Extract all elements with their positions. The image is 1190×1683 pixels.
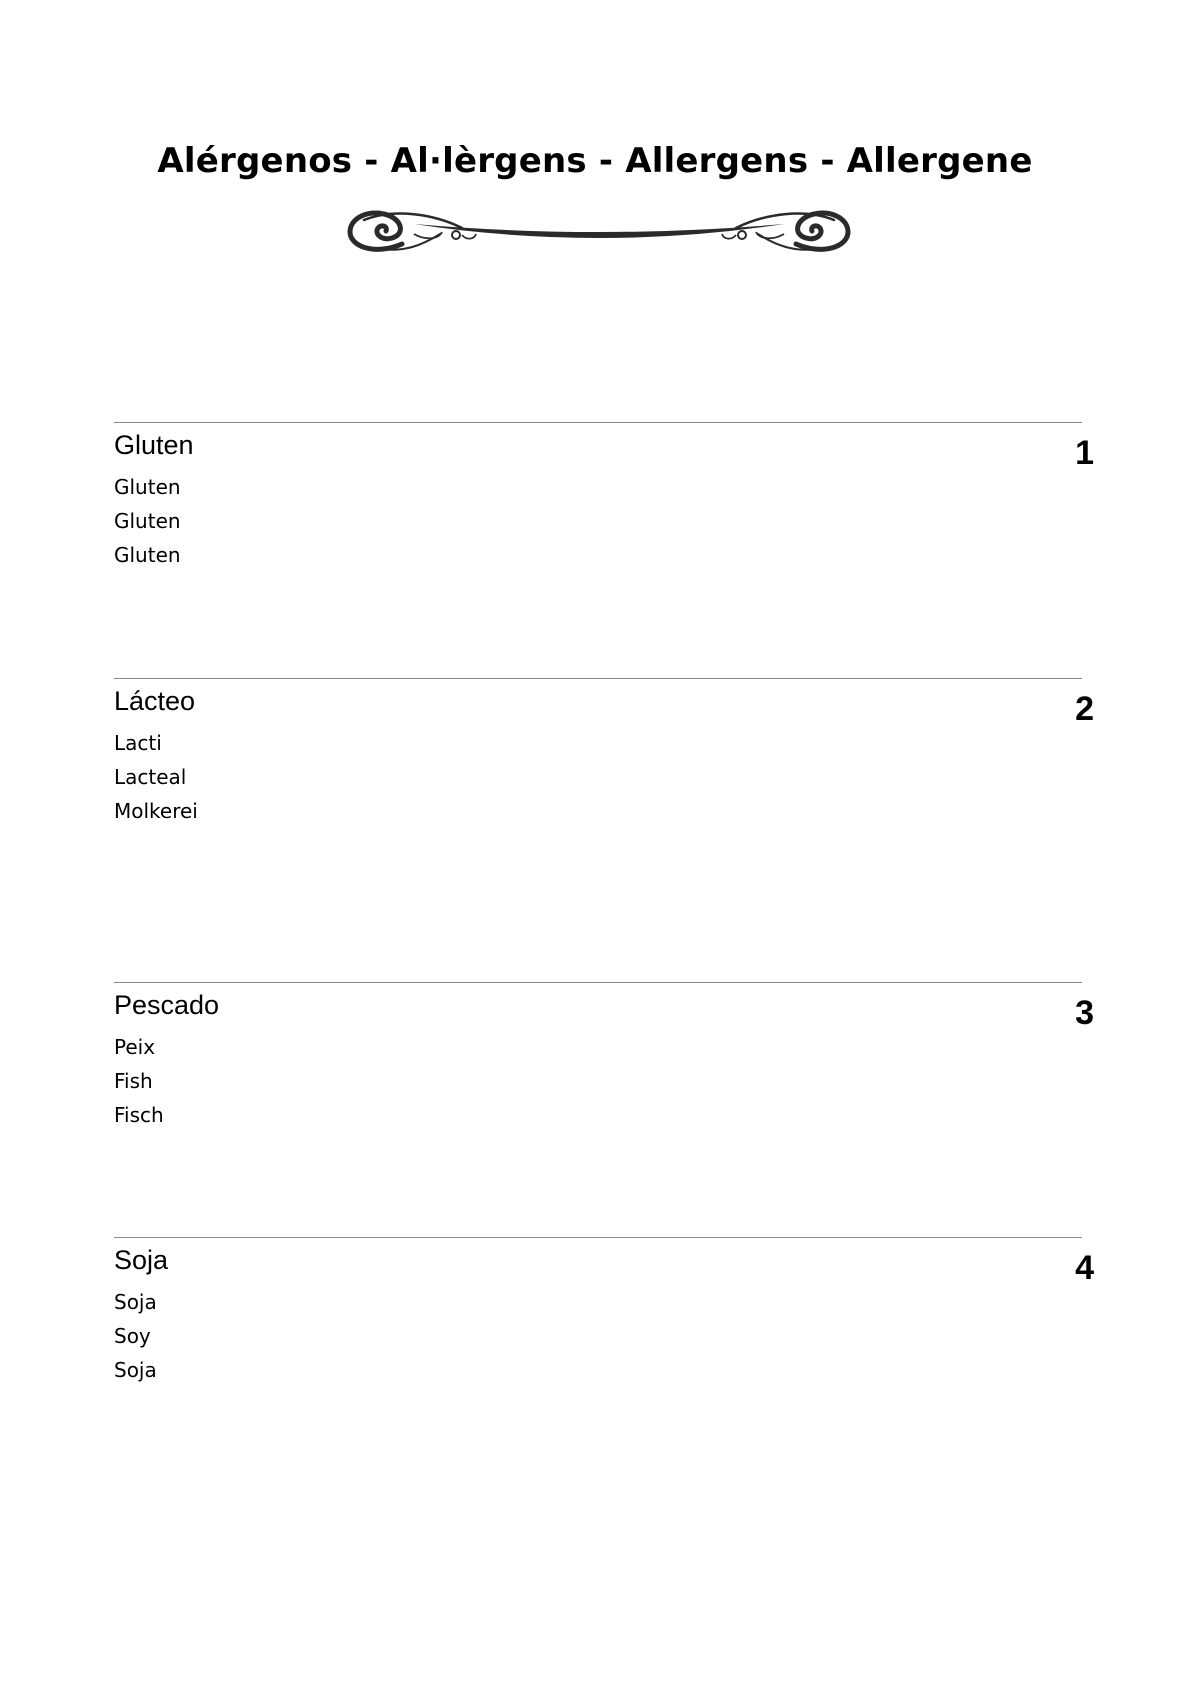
page-title: Alérgenos - Al·lèrgens - Allergens - Allergene xyxy=(157,141,1033,181)
allergen-name: Lácteo xyxy=(114,686,196,716)
translation-item: Fisch xyxy=(114,1103,164,1127)
allergen-name: Pescado xyxy=(114,990,220,1020)
scroll-divider-icon xyxy=(344,204,854,266)
allergen-section-soja xyxy=(114,1237,1094,1387)
allergen-name: Soja xyxy=(114,1245,169,1275)
translation-item: Lacteal xyxy=(114,765,187,789)
translation-item: Gluten xyxy=(114,475,181,499)
translation-list xyxy=(114,1030,1082,1132)
translation-item: Peix xyxy=(114,1035,156,1059)
translation-item: Fish xyxy=(114,1069,153,1093)
allergen-section-lacteo xyxy=(114,678,1094,828)
translation-item: Soja xyxy=(114,1290,157,1314)
translation-item: Soja xyxy=(114,1358,157,1382)
translation-list xyxy=(114,470,1082,572)
translation-item: Gluten xyxy=(114,543,181,567)
translation-item: Soy xyxy=(114,1324,151,1348)
allergen-name: Gluten xyxy=(114,430,194,460)
allergen-number: 3 xyxy=(1075,994,1094,1032)
translation-list xyxy=(114,1285,1082,1387)
translation-item: Gluten xyxy=(114,509,181,533)
allergen-section-pescado xyxy=(114,982,1094,1132)
translation-list xyxy=(114,726,1082,828)
allergen-number: 1 xyxy=(1075,434,1094,472)
translation-item: Lacti xyxy=(114,731,162,755)
allergen-number: 2 xyxy=(1075,690,1094,728)
translation-item: Molkerei xyxy=(114,799,198,823)
allergen-number: 4 xyxy=(1075,1249,1094,1287)
allergen-section-gluten xyxy=(114,422,1094,572)
